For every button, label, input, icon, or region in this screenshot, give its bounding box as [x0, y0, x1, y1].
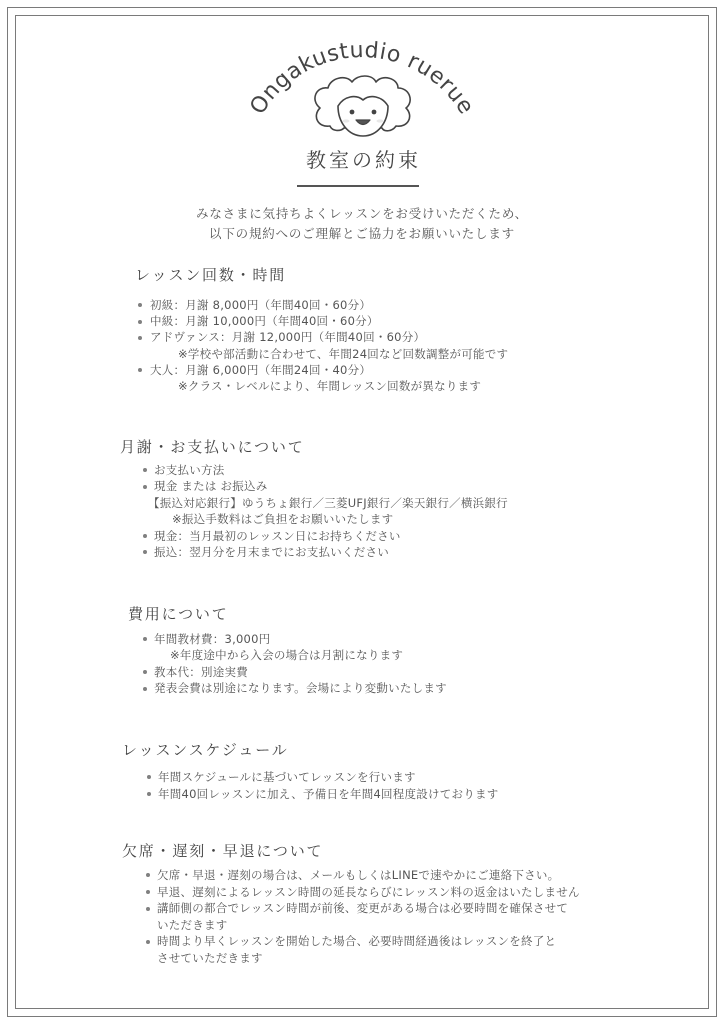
list-item — [137, 362, 508, 378]
item-text: 教本代：別途実費 — [154, 664, 248, 679]
bank-list-line — [142, 495, 508, 511]
absence-list — [145, 867, 580, 967]
section-heading-schedule: レッスンスケジュール — [122, 741, 289, 759]
list-item — [142, 544, 508, 560]
item-text: 時間より早くレッスンを開始した場合、必要時間経過後はレッスンを終了と — [157, 934, 557, 949]
section-heading-fees: 費用について — [128, 605, 229, 623]
item-text: 現金 または お振込み — [154, 479, 268, 494]
intro-line-1: みなさまに気持ちよくレッスンをお受けいただくため、 — [196, 206, 528, 221]
item-text: 欠席・早退・遅刻の場合は、メールもしくはLINEで速やかにご連絡下さい。 — [157, 868, 560, 882]
brand-name: Ongakustudio ruerue — [245, 37, 479, 120]
list-item — [142, 478, 508, 494]
schedule-list — [146, 769, 499, 803]
list-item — [142, 664, 447, 680]
list-item — [142, 680, 447, 696]
note-text: ※振込手数料はご負担をお願いいたします — [172, 512, 394, 527]
list-item — [145, 884, 580, 901]
item-text: 現金：当月最初のレッスン日にお持ちください — [154, 528, 401, 543]
item-text: 年間教材費：3,000円 — [154, 632, 271, 646]
intro-line-2: 以下の規約へのご理解とご協力をお願いいたします — [209, 226, 515, 241]
list-item — [146, 769, 499, 786]
list-item — [142, 462, 508, 478]
item-text: 振込：翌月分を月末までにお支払いください — [154, 545, 389, 560]
lesson-count-list — [137, 297, 508, 394]
list-item — [137, 297, 508, 313]
item-text: アドヴァンス：月謝 12,000円（年間40回・60分） — [150, 330, 426, 345]
list-item — [145, 933, 580, 966]
note-item — [142, 511, 508, 527]
section-heading-absence: 欠席・遅刻・早退について — [122, 842, 324, 860]
section-heading-lesson-count: レッスン回数・時間 — [135, 266, 287, 284]
item-text: 中級：月謝 10,000円（年間40回・60分） — [150, 314, 379, 329]
list-item — [137, 329, 508, 345]
note-item — [137, 378, 508, 394]
bank-text: 【振込対応銀行】ゆうちょ銀行／三菱UFJ銀行／楽天銀行／横浜銀行 — [148, 495, 508, 510]
item-text: 講師側の都合でレッスン時間が前後、変更がある場合は必要時間を確保させて — [157, 901, 569, 916]
studio-logo — [0, 0, 724, 150]
note-text: ※クラス・レベルにより、年間レッスン回数が異なります — [178, 379, 482, 394]
list-item — [142, 631, 447, 647]
item-text-continued: させていただきます — [157, 950, 263, 965]
page-title: 教室の約束 — [306, 148, 421, 172]
item-text: 年間スケジュールに基づいてレッスンを行います — [158, 770, 416, 784]
item-text: お支払い方法 — [154, 463, 225, 477]
note-text: ※年度途中から入会の場合は月割になります — [170, 648, 404, 663]
list-item — [146, 786, 499, 803]
item-text: 早退、遅刻によるレッスン時間の延長ならびにレッスン料の返金はいたしません — [157, 884, 580, 899]
title-underline — [297, 185, 419, 187]
note-text: ※学校や部活動に合わせて、年間24回など回数調整が可能です — [178, 346, 509, 361]
item-text: 発表会費は別途になります。会場により変動いたします — [154, 681, 447, 696]
item-text: 大人：月謝 6,000円（年間24回・40分） — [150, 362, 372, 377]
item-text: 初級：月謝 8,000円（年間40回・60分） — [150, 298, 372, 312]
item-text-continued: いただきます — [157, 917, 228, 932]
section-heading-payment: 月謝・お支払いについて — [120, 438, 305, 456]
list-item — [142, 528, 508, 544]
girl-face-curly-hair-icon — [315, 76, 410, 136]
note-item — [142, 647, 447, 663]
payment-list — [142, 462, 508, 560]
fees-list — [142, 631, 447, 697]
note-item — [137, 346, 508, 362]
list-item — [145, 867, 580, 884]
item-text: 年間40回レッスンに加え、予備日を年間4回程度設けております — [158, 787, 499, 801]
list-item — [145, 900, 580, 933]
list-item — [137, 313, 508, 329]
